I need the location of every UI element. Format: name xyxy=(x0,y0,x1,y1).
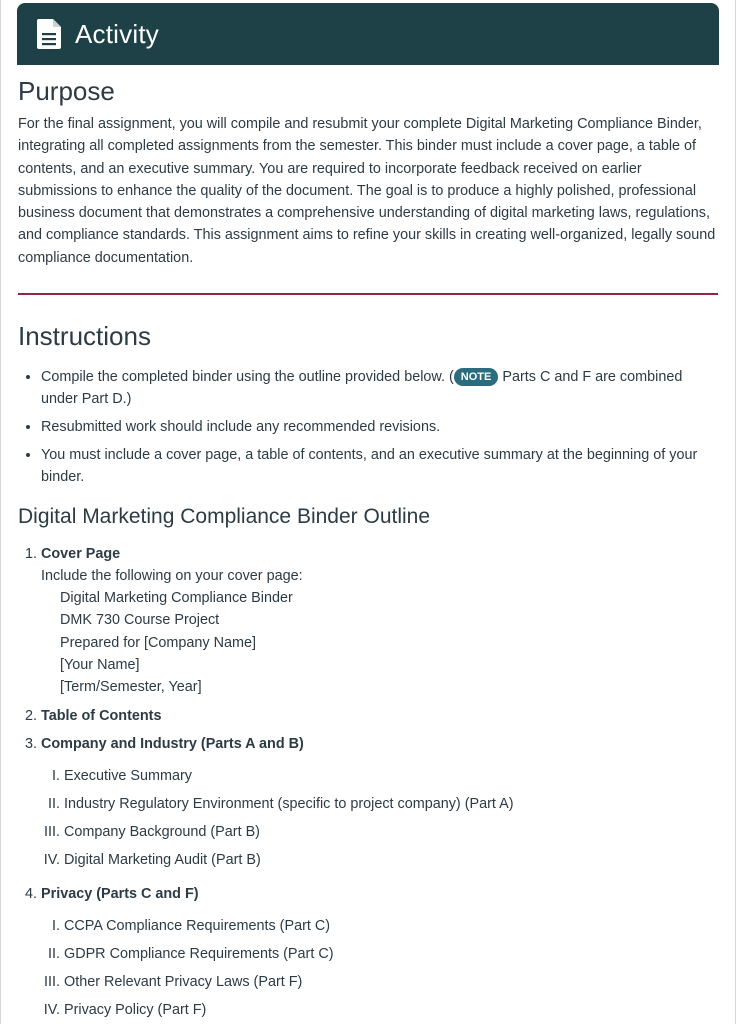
company-subitems xyxy=(41,765,718,871)
cover-page-intro: Include the following on your cover page: xyxy=(41,567,303,584)
outline-item-title: Cover Page xyxy=(41,545,121,562)
cover-line: Digital Marketing Compliance Binder xyxy=(60,590,293,607)
outline-item-title: Company and Industry (Parts A and B) xyxy=(41,735,304,752)
bullet-1-text-end: Parts C and F are combined under Part D.) xyxy=(41,369,683,408)
list-item: III. Company Background (Part B) xyxy=(64,821,718,843)
cover-line: DMK 730 Course Project xyxy=(60,612,220,629)
list-item: IV. Digital Marketing Audit (Part B) xyxy=(64,849,718,871)
purpose-text: For the final assignment, you will compile and resubmit your complete Digital Marketing Compliance Binder, integrating all completed assignments from the semester. This binder must include a cover page, a table of contents, and an executive summary. You are required to incorporate feedback received on earlier submissions to enhance the quality of the document. The goal is to produce a highly polished, professional business document that demonstrates a comprehensive understanding of digital marketing laws, regulations, and compliance standards. This assignment aims to refine your skills in creating well-organized, legally sound compliance documentation. xyxy=(18,116,716,266)
cover-line: [Term/Semester, Year] xyxy=(60,679,202,696)
purpose-heading: Purpose xyxy=(18,76,115,106)
instructions-list xyxy=(18,366,718,488)
outline-item-privacy xyxy=(41,883,718,1021)
banner-title: Activity xyxy=(75,18,159,49)
outline-item-cover-page xyxy=(41,543,718,699)
outline-heading: Digital Marketing Compliance Binder Outline xyxy=(18,504,431,528)
section-divider xyxy=(18,293,718,295)
outline-item-table-of-contents xyxy=(41,705,718,727)
outline-item-title: Privacy (Parts C and F) xyxy=(41,885,199,902)
list-item: III. Other Relevant Privacy Laws (Part F) xyxy=(64,971,718,993)
list-item: I. Executive Summary xyxy=(64,765,718,787)
privacy-subitems xyxy=(41,915,718,1021)
outline-list xyxy=(18,543,718,1021)
list-item: • Resubmitted work should include any recommended revisions. xyxy=(41,416,718,438)
list-item: IV. Privacy Policy (Part F) xyxy=(64,999,718,1021)
list-item: II. Industry Regulatory Environment (specific to project company) (Part A) xyxy=(64,793,718,815)
list-item xyxy=(41,366,718,411)
bullet-1-text-start: Compile the completed binder using the outline provided below. ( xyxy=(41,369,454,386)
outline-item-company-and-industry xyxy=(41,733,718,871)
list-item: • You must include a cover page, a table of contents, and an executive summary at the beginning of your binder. xyxy=(41,444,718,489)
cover-line: [Your Name] xyxy=(60,657,140,674)
list-item: I. CCPA Compliance Requirements (Part C) xyxy=(64,915,718,937)
outline-item-title: Table of Contents xyxy=(41,707,162,724)
note-badge: NOTE xyxy=(454,368,499,386)
instructions-heading: Instructions xyxy=(18,321,151,352)
document-icon xyxy=(35,18,63,50)
cover-line: Prepared for [Company Name] xyxy=(60,634,256,651)
activity-banner xyxy=(17,3,719,65)
main-content xyxy=(18,66,718,1033)
list-item: II. GDPR Compliance Requirements (Part C) xyxy=(64,943,718,965)
cover-page-lines xyxy=(60,587,718,698)
